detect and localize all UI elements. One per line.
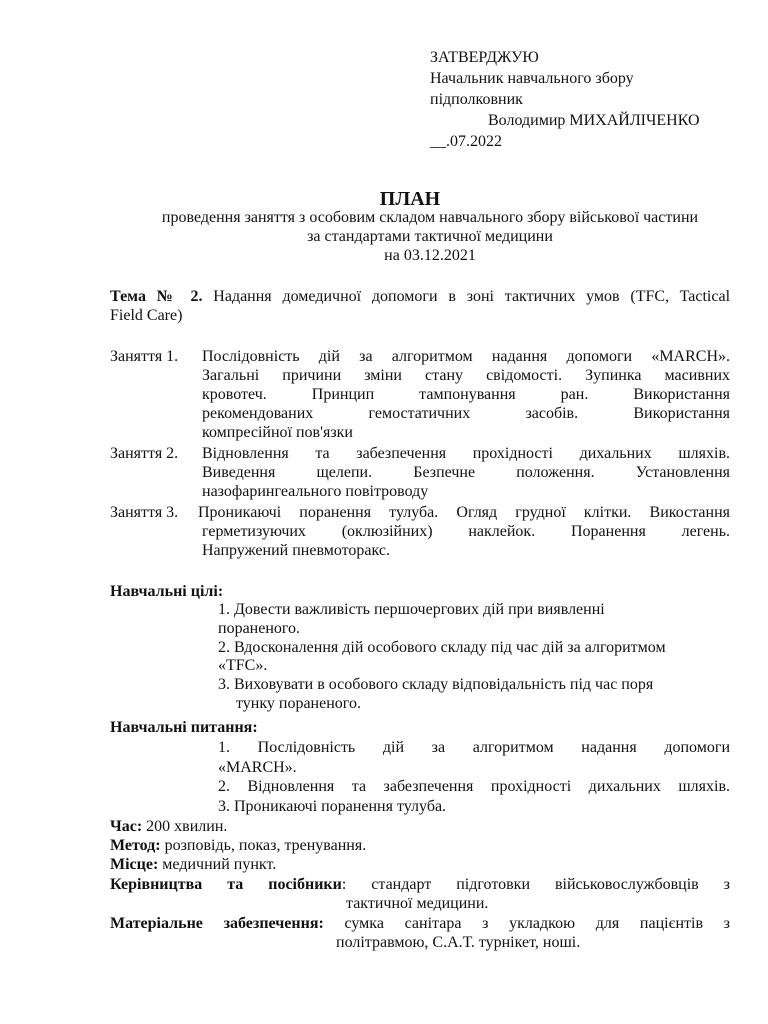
place-label: Місце: <box>110 856 159 873</box>
lesson-line: Виведення щелепи. Безпечне положення. Установлення <box>202 464 730 481</box>
place-row <box>110 855 276 874</box>
method-value: розповідь, показ, тренування. <box>164 837 367 854</box>
approval-heading: ЗАТВЕРДЖУЮ <box>430 49 539 66</box>
approval-date: __.07.2022 <box>430 133 502 150</box>
time-row <box>110 817 227 836</box>
document-subtitle <box>60 208 768 265</box>
question-item <box>218 738 730 777</box>
question-item <box>218 797 730 817</box>
goals-heading-text: Навчальні цілі: <box>110 583 224 600</box>
lesson-label: Заняття 1. <box>110 348 179 365</box>
subtitle-line: проведення заняття з особовим складом навчального збору військової частини <box>161 209 699 226</box>
lesson-line: Напружений пневмоторакс. <box>202 542 390 559</box>
guides-row <box>110 875 730 913</box>
lesson-title: Проникаючі поранення тулуба. Огляд грудної клітки. Викостання <box>198 504 730 521</box>
subtitle-line: за стандартами тактичної медицини <box>307 228 553 245</box>
question-line: 2. Відновлення та забезпечення прохідності дихальних шляхів. <box>218 778 730 795</box>
question-line: 3. Проникаючі поранення тулуба. <box>218 797 447 815</box>
goal-line: 1. Довести важливість першочергових дій при виявленні <box>218 601 605 618</box>
lesson-line: рекомендованих гемостатичних засобів. Використання <box>202 405 730 422</box>
lesson-line: Загальні причини зміни стану свідомості. Зупинка масивних <box>202 367 730 384</box>
materials-row <box>110 914 730 952</box>
guides-label: Керівництва та посібники <box>110 876 342 893</box>
lesson-title: Послідовність дій за алгоритмом надання допомоги «MARCH». <box>202 348 730 365</box>
lesson-line: компресійної пов'язки <box>202 424 353 441</box>
materials-value-cont: політравмою, С.А.Т. турнікет, ноші. <box>336 934 581 951</box>
place-value: медичний пункт. <box>162 856 277 873</box>
approval-rank: підполковник <box>430 91 523 108</box>
goal-line: «TFC». <box>218 657 268 675</box>
lesson-label: Заняття 2. <box>110 445 179 462</box>
subtitle-line: на 03.12.2021 <box>384 247 476 264</box>
goal-line: пораненого. <box>218 619 301 637</box>
lesson-line: назофарингеального повітроводу <box>202 483 429 500</box>
lesson <box>110 503 730 560</box>
topic-label: Тема № 2. <box>110 288 203 305</box>
time-label: Час: <box>110 818 143 835</box>
guides-value-cont: тактичної медицини. <box>346 895 489 912</box>
lesson <box>110 444 730 501</box>
approval-block <box>430 48 740 153</box>
goals-heading <box>110 582 223 601</box>
materials-label: Матеріальне забезпечення: <box>110 915 324 932</box>
lesson-line: кровотеч. Принцип тампонування ран. Використання <box>202 386 730 403</box>
topic <box>110 287 730 325</box>
questions-list <box>218 738 730 816</box>
lesson <box>110 347 730 442</box>
lesson-line: герметизуючих (оклюзійних) наклейок. Поранення легень. <box>202 523 730 540</box>
question-line: «MARCH». <box>218 758 297 776</box>
materials-value: сумка санітара з укладкою для пацієнтів з <box>323 915 731 932</box>
method-row <box>110 836 366 855</box>
goal-item <box>218 639 730 677</box>
guides-value: : стандарт підготовки військовослужбовців з <box>341 876 730 893</box>
time-value: 200 хвилин. <box>146 818 228 835</box>
questions-heading <box>110 718 258 737</box>
question-line: 1. Послідовність дій за алгоритмом надання допомоги <box>218 739 730 756</box>
method-label: Метод: <box>110 837 161 854</box>
lesson-label: Заняття 3. <box>110 504 179 521</box>
goal-line: тунку пораненого. <box>236 694 361 712</box>
topic-text-cont: Field Care) <box>110 307 183 324</box>
topic-text: Надання домедичної допомоги в зоні тактичних умов (TFC, Tactical <box>213 288 731 305</box>
approval-name: Володимир МИХАЙЛІЧЕНКО <box>488 112 700 129</box>
goal-item <box>218 676 730 714</box>
goal-line: 2. Вдосконалення дій особового складу під час дій за алгоритмом <box>218 638 666 656</box>
goal-item <box>218 601 730 639</box>
question-item <box>218 777 730 797</box>
lesson-title: Відновлення та забезпечення прохідності дихальних шляхів. <box>202 445 730 462</box>
document-title: ПЛАН <box>379 188 441 210</box>
goal-line: 3. Виховувати в особового складу відповідальність під час поря <box>218 676 654 694</box>
questions-heading-text: Навчальні питання: <box>110 719 258 736</box>
goals-list <box>218 601 730 714</box>
approval-position: Начальник навчального збору <box>430 70 634 87</box>
